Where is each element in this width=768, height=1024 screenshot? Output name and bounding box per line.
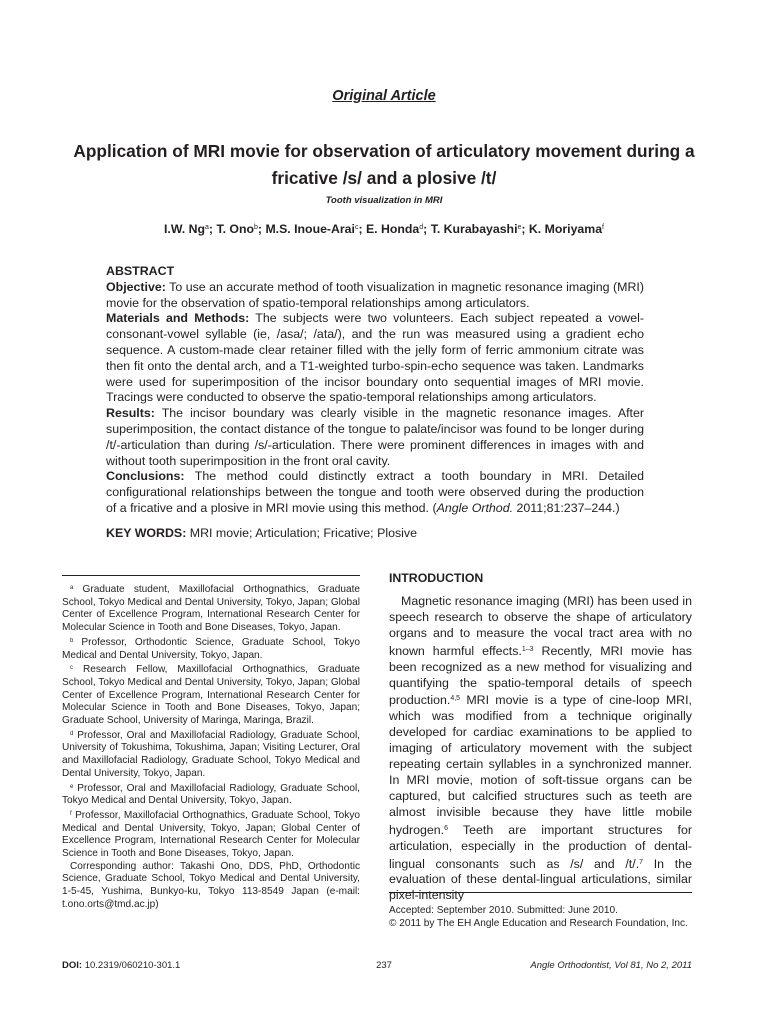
affiliation-note: $^e$ Professor, Oral and Maxillofacial Radiology, Graduate School, Tokyo Medical and Dental University, Tokyo, Japan. (62, 782, 360, 807)
abstract-conclusions: Conclusions: The method could distinctly extract a tooth boundary in MRI. Detailed configurational relationships between the tongue and tooth were observed during the production of a fricative and a plosive in MRI movie using this method. (Angle Orthod. 2011;81:237–244.) (106, 469, 644, 515)
author: T. Ono$^b$; (216, 222, 266, 236)
received-dates: Accepted: September 2010. Submitted: June 2010. (389, 905, 618, 916)
abstract (106, 264, 644, 542)
running-title: Tooth visualization in MRI (325, 195, 443, 206)
doi: DOI: 10.2319/060210-301.1 (62, 960, 181, 971)
affiliation-note: $^c$ Research Fellow, Maxillofacial Orthognathics, Graduate School, Tokyo Medical and Dental University, Tokyo, Japan; Global Center of Excellence Program, International Research Center for Molecular Science in Tooth and Bone Diseases, Tokyo, Japan; Graduate School, University of Maringa, Maringa, Brazil. (62, 664, 360, 727)
abstract-results: Results: The incisor boundary was clearly visible in the magnetic resonance images. After superimposition, the contact distance of the tongue to palate/incisor was found to be longer during /t/-articulation than during /s/-articulation. There were prominent differences in images with and without tooth superimposition in the front oral cavity. (106, 406, 645, 468)
abstract-heading: ABSTRACT (106, 264, 175, 278)
article-title: Application of MRI movie for observation of articulatory movement during a fricative /s/ and a plosive /t/ (73, 141, 695, 188)
affiliation-note: $^a$ Graduate student, Maxillofacial Orthognathics, Graduate School, Tokyo Medical and Dental University, Tokyo, Japan; Global Center of Excellence Program, International Research Center for Molecular Science in Tooth and Bone Diseases, Tokyo, Japan. (62, 584, 361, 634)
affiliation-divider (62, 575, 360, 576)
author: K. Moriyama$^f$ (528, 222, 604, 236)
author: E. Honda$^d$; (365, 222, 431, 236)
page-number: 237 (376, 960, 392, 971)
affiliation-note: $^f$ Professor, Maxillofacial Orthognathics, Graduate School, Tokyo Medical and Dental University, Tokyo, Japan; Global Center of Excellence Program, International Research Center for Molecular Science in Tooth and Bone Diseases, Tokyo, Japan. (62, 809, 360, 860)
corresponding-author: Corresponding author: Takashi Ono, DDS, PhD, Orthodontic Science, Graduate School, Tokyo Medical and Dental University, 1-5-45, Yushima, Bunkyo-ku, Tokyo 113-8549 Japan (e-mail: t.ono.orts@tmd.ac.jp) (62, 860, 360, 910)
author: M.S. Inoue-Arai$^c$; (265, 222, 366, 236)
abstract-objective: Objective: To use an accurate method of tooth visualization in magnetic resonance imaging (MRI) movie for the observation of spatio-temporal relationships among articulators. (106, 279, 644, 310)
keywords: KEY WORDS: MRI movie; Articulation; Fricative; Plosive (106, 525, 418, 540)
abstract-methods: Materials and Methods: The subjects were two volunteers. Each subject repeated a vowel-consonant-vowel syllable (ie, /asa/; /ata/), and the run was measured using a gradient echo sequence. A custom-made clear retainer filled with the jelly form of ferric ammonium citrate was then fit onto the dental arch, and a T1-weighted turbo-spin-echo sequence was taken. Landmarks were used for superimposition of the incisor boundary onto sequential images of MRI movie. Tracings were conducted to observe the spatio-temporal relationships among articulators. (106, 311, 644, 405)
affiliation-note: $^d$ Professor, Oral and Maxillofacial Radiology, Graduate School, University of Tokushima, Tokushima, Japan; Visiting Lecturer, Oral and Maxillofacial Radiology, Graduate School, Tokyo Medical and Dental University, Tokyo, Japan. (62, 729, 360, 779)
publication-dates (389, 905, 692, 930)
author: T. Kurabayashi$^e$; (430, 222, 529, 236)
journal-info: Angle Orthodontist, Vol 81, No 2, 2011 (530, 960, 692, 971)
author: I.W. Ng$^a$; (164, 222, 217, 236)
introduction-text: Magnetic resonance imaging (MRI) has been used in speech research to observe the shape of articulatory organs and to measure the vocal tract area with no known harmful effects.$^{1-3}$ Recently, MRI movie has been recognized as a new method for visualizing and quantifying the spatio-temporal details of speech production.$^{4,5}$ MRI movie is a type of cine-loop MRI, which was modified from a technique originally developed for cardiac examinations to be applied to imaging of articulatory movement with the subject repeating certain syllables in a synchronized manner. In MRI movie, motion of soft-tissue organs can be captured, but calcified structures such as teeth are almost invisible because they have little mobile hydrogen.$^6$ Teeth are important structures for articulation, especially in the production of dental-lingual consonants such as /s/ and /t/.$^7$ In the evaluation of these dental-lingual articulations, similar pixel-intensity (389, 594, 692, 903)
introduction-heading: INTRODUCTION (389, 571, 484, 585)
author-list (0, 222, 768, 236)
affiliations (62, 582, 360, 912)
copyright: © 2011 by The EH Angle Education and Research Foundation, Inc. (389, 917, 688, 929)
section-label: Original Article (332, 88, 436, 104)
dates-divider (389, 892, 692, 893)
affiliation-note: $^b$ Professor, Orthodontic Science, Graduate School, Tokyo Medical and Dental University, Tokyo, Japan. (62, 636, 360, 661)
